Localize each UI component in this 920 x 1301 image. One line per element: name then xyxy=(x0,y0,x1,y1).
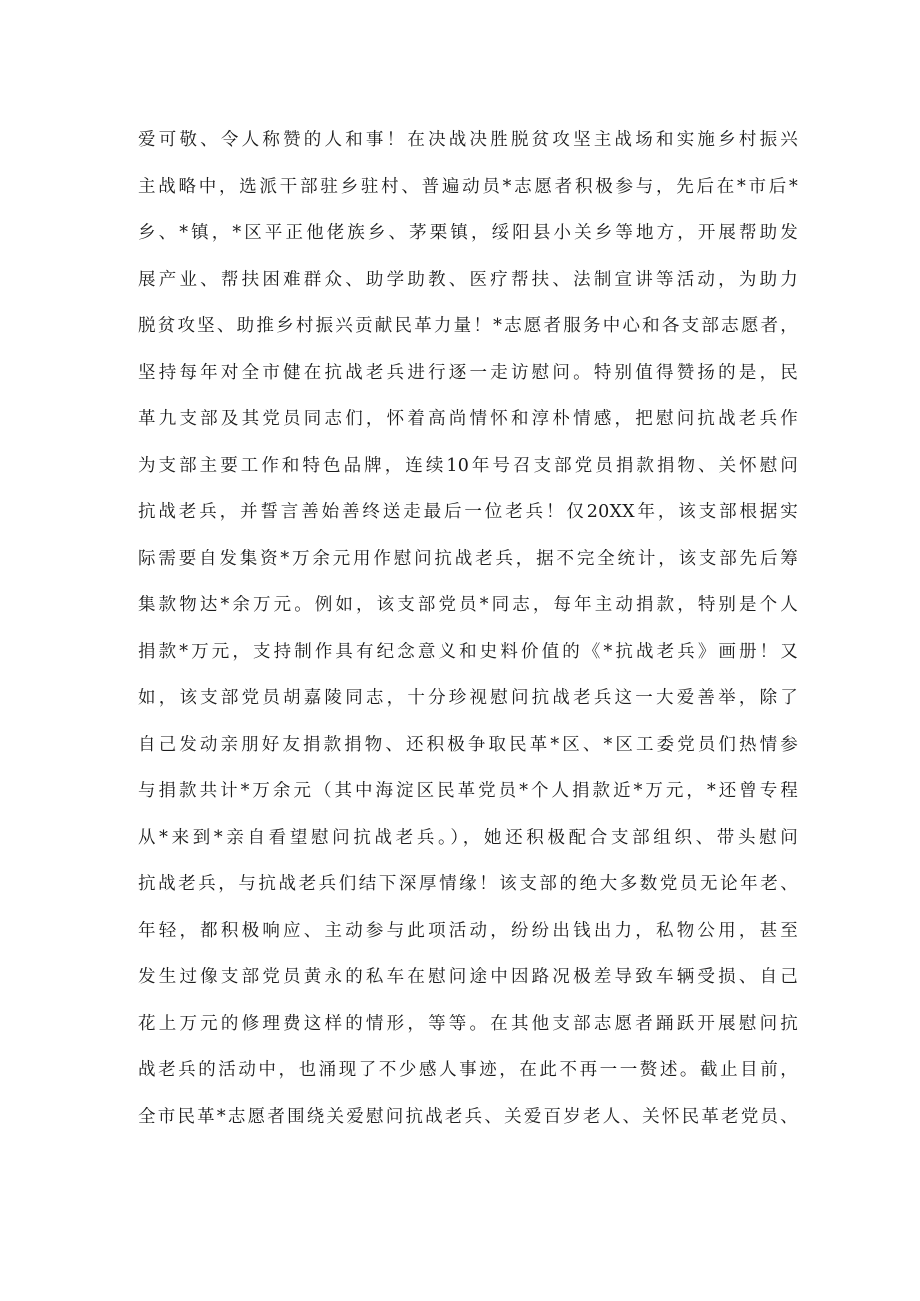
text-line-13: 如，该支部党员胡嘉陵同志，十分珍视慰问抗战老兵这一大爱善举，除了 xyxy=(138,688,798,708)
text-line-4: 展产业、帮扶困难群众、助学助教、医疗帮扶、法制宣讲等活动，为助力 xyxy=(138,269,798,290)
text-line-7: 革九支部及其党员同志们，怀着高尚情怀和淳朴情感，把慰问抗战老兵作 xyxy=(138,409,798,429)
text-line-11: 集款物达*余万元。例如，该支部党员*同志，每年主动捐款，特别是个人 xyxy=(138,595,798,615)
text-line-21: 战老兵的活动中，也涌现了不少感人事迹，在此不再一一赘述。截止目前， xyxy=(138,1060,798,1080)
text-line-17: 抗战老兵，与抗战老兵们结下深厚情缘！该支部的绝大多数党员无论年老、 xyxy=(138,874,798,894)
text-line-14: 自己发动亲朋好友捐款捐物、还积极争取民革*区、*区工委党员们热情参 xyxy=(138,734,798,755)
text-line-18: 年轻，都积极响应、主动参与此项活动，纷纷出钱出力，私物公用，甚至 xyxy=(138,920,798,941)
text-line-12: 捐款*万元，支持制作具有纪念意义和史料价值的《*抗战老兵》画册！又 xyxy=(138,641,798,662)
text-line-6: 坚持每年对全市健在抗战老兵进行逐一走访慰问。特别值得赞扬的是，民 xyxy=(138,362,798,383)
text-line-15: 与捐款共计*万余元（其中海淀区民革党员*个人捐款近*万元，*还曾专程 xyxy=(138,781,798,801)
text-line-5: 脱贫攻坚、助推乡村振兴贡献民革力量！*志愿者服务中心和各支部志愿者， xyxy=(138,316,798,336)
text-line-8: 为支部主要工作和特色品牌，连续10年号召支部党员捐款捐物、关怀慰问 xyxy=(138,455,798,476)
text-line-10: 际需要自发集资*万余元用作慰问抗战老兵，据不完全统计，该支部先后筹 xyxy=(138,548,798,569)
body-paragraph xyxy=(138,117,798,1140)
text-line-9: 抗战老兵，并誓言善始善终送走最后一位老兵！仅20XX年，该支部根据实 xyxy=(138,502,798,522)
text-line-1: 爱可敬、令人称赞的人和事！在决战决胜脱贫攻坚主战场和实施乡村振兴 xyxy=(138,130,798,150)
text-line-3: 乡、*镇，*区平正他佬族乡、茅栗镇，绥阳县小关乡等地方，开展帮助发 xyxy=(138,223,798,243)
text-line-19: 发生过像支部党员黄永的私车在慰问途中因路况极差导致车辆受损、自己 xyxy=(138,967,798,987)
text-line-2: 主战略中，选派干部驻乡驻村、普遍动员*志愿者积极参与，先后在*市后* xyxy=(138,176,798,197)
text-line-22: 全市民革*志愿者围绕关爱慰问抗战老兵、关爱百岁老人、关怀民革老党员、 xyxy=(138,1106,798,1127)
text-line-16: 从*来到*亲自看望慰问抗战老兵。），她还积极配合支部组织、带头慰问 xyxy=(138,827,798,848)
text-line-20: 花上万元的修理费这样的情形，等等。在其他支部志愿者踊跃开展慰问抗 xyxy=(138,1013,798,1034)
